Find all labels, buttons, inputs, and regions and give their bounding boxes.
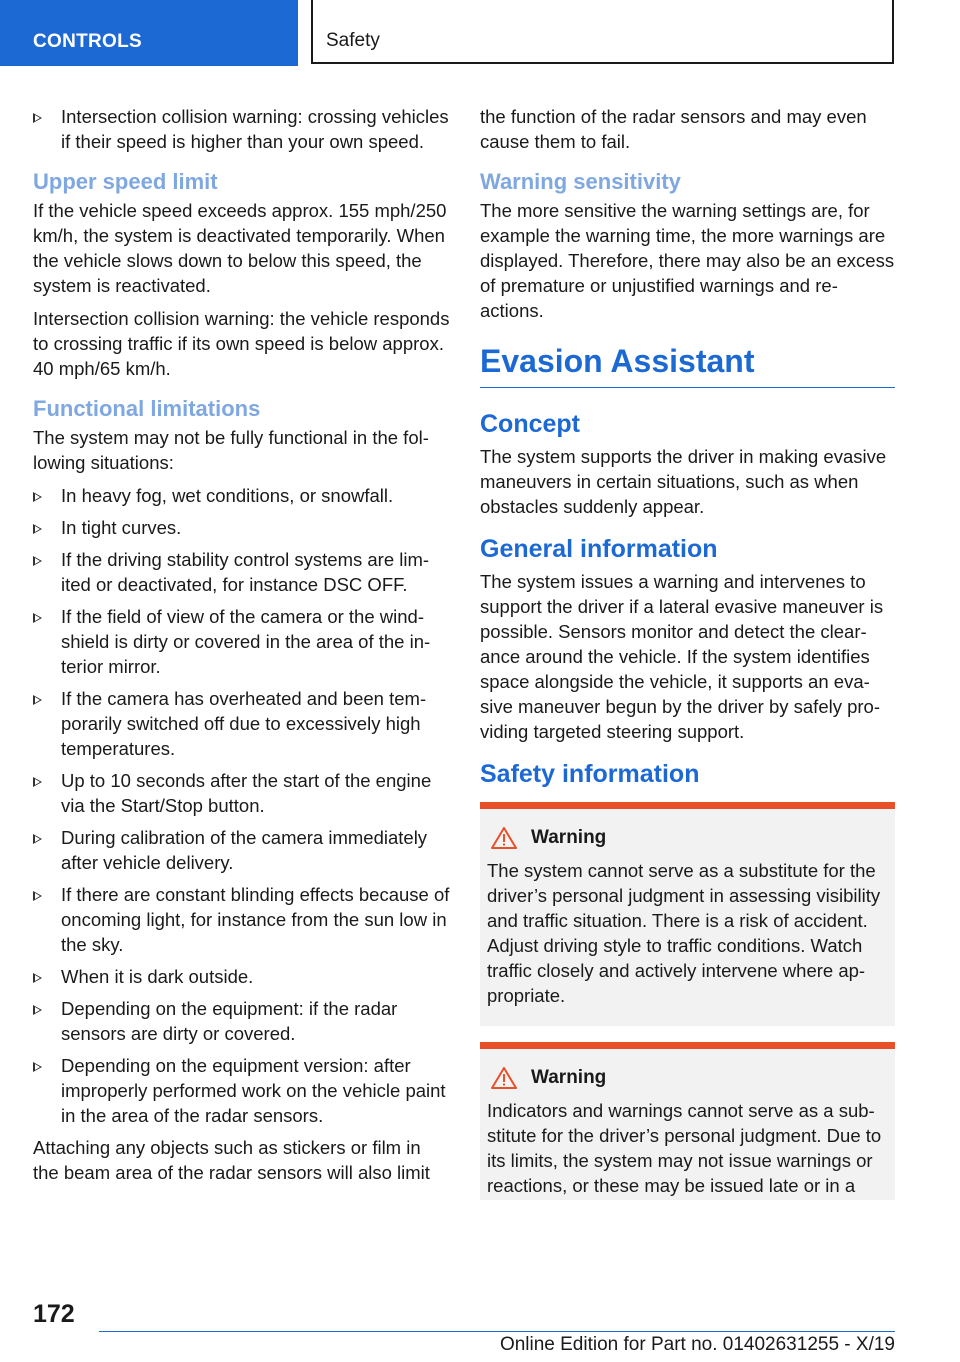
- heading-functional-limitations: Functional limitations: [33, 396, 261, 421]
- right-column: [480, 104, 895, 1200]
- paragraph: The system may not be fully functional in the following situations:: [33, 427, 429, 473]
- bullet-list-top: [33, 104, 451, 154]
- chapter-tab: Safety: [311, 0, 894, 64]
- heading-safety-information: Safety information: [480, 760, 700, 788]
- warning-triangle-icon: [491, 1067, 517, 1089]
- heading-warning-sensitivity: Warning sensitivity: [480, 169, 681, 194]
- warning-box: [480, 1042, 895, 1200]
- footer-divider: [99, 1331, 895, 1332]
- paragraph: The more sensitive the warning settings are, for example the warning time, the more warnings are displayed. Therefore, there may also be an excess of premature or unjustified warnings and reactions.: [480, 200, 895, 321]
- warning-label: Warning: [531, 827, 607, 848]
- list-item: Depending on the equipment version: after improperly performed work on the vehicle paint in the area of the radar sensors.: [33, 1053, 451, 1128]
- heading-upper-speed-limit: Upper speed limit: [33, 169, 218, 194]
- warning-text: Indicators and warnings cannot serve as a substitute for the driver’s personal judgment. Due to its limits, the system may not issue warnings or reactions, or these may be issued late or in a: [487, 1100, 882, 1196]
- list-item: During calibration of the camera immediately after vehicle delivery.: [33, 825, 451, 875]
- paragraph: the function of the radar sensors and may even cause them to fail.: [480, 106, 867, 152]
- triangle-bullet-icon: [33, 891, 42, 901]
- list-item: In tight curves.: [33, 515, 451, 540]
- triangle-bullet-icon: [33, 777, 42, 787]
- list-item: When it is dark outside.: [33, 964, 451, 989]
- heading-concept: Concept: [480, 410, 580, 438]
- triangle-bullet-icon: [33, 613, 42, 623]
- triangle-bullet-icon: [33, 1005, 42, 1015]
- warning-box: [480, 802, 895, 1026]
- list-item: If the driving stability control systems are limited or deactivated, for instance DSC OFF.: [33, 547, 451, 597]
- warning-header: [487, 825, 888, 850]
- warning-header: [487, 1065, 888, 1090]
- list-item: Intersection collision warning: crossing vehicles if their speed is higher than your own speed.: [33, 104, 451, 154]
- page-number: 172: [33, 1300, 75, 1328]
- warning-label: Warning: [531, 1067, 607, 1088]
- page-header: [0, 0, 960, 66]
- left-column: [33, 104, 451, 1193]
- triangle-bullet-icon: [33, 973, 42, 983]
- triangle-bullet-icon: [33, 524, 42, 534]
- triangle-bullet-icon: [33, 556, 42, 566]
- triangle-bullet-icon: [33, 695, 42, 705]
- triangle-bullet-icon: [33, 113, 42, 123]
- warning-text: The system cannot serve as a substitute for the driver’s personal judgment in assessing visibility and traffic situation. There is a risk of accident. Adjust driving style to traffic conditions. Watch traffic closely and actively intervene where appropriate.: [487, 860, 881, 1006]
- paragraph: The system issues a warning and intervenes to support the driver if a lateral evasive maneuver is possible. Sensors monitor and detect the clearance around the vehicle. If the system identifies space alongside the vehicle, it supports an evasive maneuver begun by the driver by safely providing targeted steering support.: [480, 571, 884, 742]
- triangle-bullet-icon: [33, 1062, 42, 1072]
- list-item: If the camera has overheated and been temporarily switched off due to excessively high temperatures.: [33, 686, 451, 761]
- list-item: Up to 10 seconds after the start of the engine via the Start/Stop button.: [33, 768, 451, 818]
- heading-general-information: General information: [480, 535, 718, 563]
- list-item: If the field of view of the camera or the windshield is dirty or covered in the area of the interior mirror.: [33, 604, 451, 679]
- chapter-title-evasion-assistant: Evasion Assistant: [480, 341, 895, 388]
- list-item: Depending on the equipment: if the radar sensors are dirty or covered.: [33, 996, 451, 1046]
- list-item: If there are constant blinding effects because of oncoming light, for instance from the sun low in the sky.: [33, 882, 451, 957]
- triangle-bullet-icon: [33, 492, 42, 502]
- paragraph: If the vehicle speed exceeds approx. 155 mph/250 km/h, the system is deactivated temporarily. When the vehicle slows down to below this speed, the system is reactivated.: [33, 200, 447, 296]
- paragraph: The system supports the driver in making evasive maneuvers in certain situations, such as when obstacles suddenly appear.: [480, 446, 887, 517]
- paragraph: Attaching any objects such as stickers or film in the beam area of the radar sensors will also limit: [33, 1137, 430, 1183]
- triangle-bullet-icon: [33, 834, 42, 844]
- paragraph: Intersection collision warning: the vehicle responds to crossing traffic if its own speed is below approx. 40 mph/65 km/h.: [33, 308, 450, 379]
- bullet-list-limitations: [33, 483, 451, 1128]
- section-tab: CONTROLS: [0, 0, 298, 66]
- warning-triangle-icon: [491, 827, 517, 849]
- footer-edition: Online Edition for Part no. 01402631255 - X/19: [499, 1334, 895, 1355]
- list-item: In heavy fog, wet conditions, or snowfall.: [33, 483, 451, 508]
